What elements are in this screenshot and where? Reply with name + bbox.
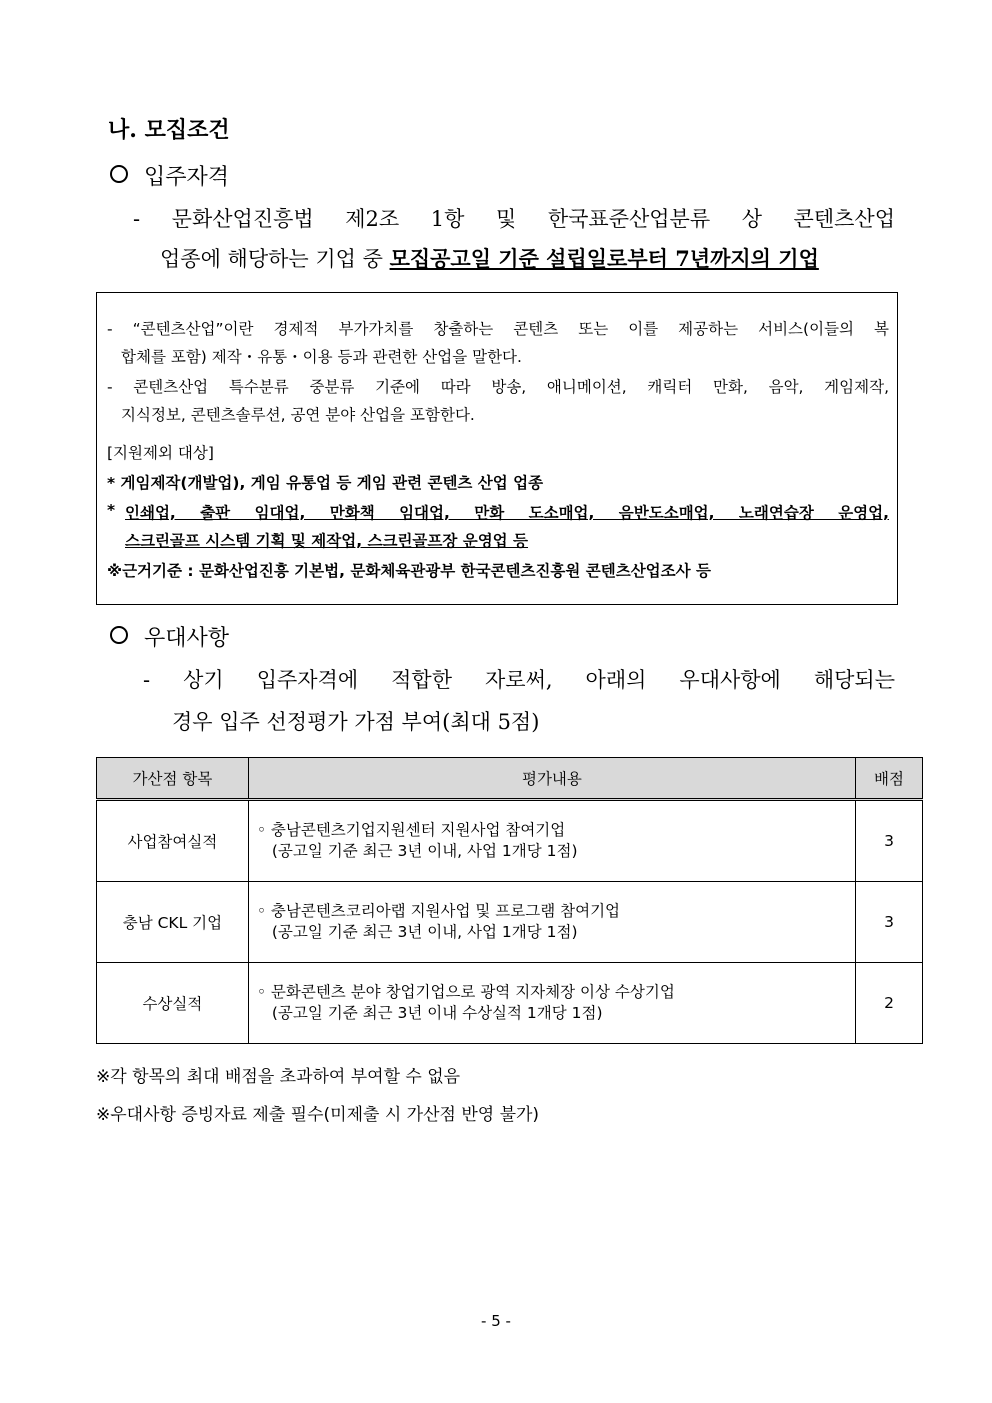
table-row xyxy=(97,800,923,882)
header-item: 가산점 항목 xyxy=(97,758,249,800)
row-description xyxy=(248,882,855,963)
industry-definition-box xyxy=(96,292,898,605)
hollow-circle-icon xyxy=(110,626,128,644)
table-header-row xyxy=(97,758,923,800)
row-score: 2 xyxy=(856,963,923,1044)
row-item: 충남 CKL 기업 xyxy=(97,882,249,963)
eligibility-heading-text: 입주자격 xyxy=(144,165,230,190)
preference-line-2: 경우 입주 선정평가 가점 부여(최대 5점) xyxy=(172,710,540,734)
exclusion-item-2-line-1: 인쇄업, 출판 임대업, 만화책 임대업, 만화 도소매업, 음반도소매업, 노래연습장 운영업, xyxy=(125,504,889,522)
note-evidence-required: ※우대사항 증빙자료 제출 필수(미제출 시 가산점 반영 불가) xyxy=(96,1105,540,1125)
exclusion-item-2-line-2: 스크린골프 시스템 기획 및 제작업, 스크린골프장 운영업 등 xyxy=(125,532,529,550)
preference-heading-text: 우대사항 xyxy=(144,626,230,651)
exclusion-title: [지원제외 대상] xyxy=(107,444,214,462)
row-description xyxy=(248,800,855,882)
eligibility-line-1: - 문화산업진흥법 제2조 1항 및 한국표준산업분류 상 콘텐츠산업 xyxy=(133,207,895,231)
eligibility-emphasis: 모집공고일 기준 설립일로부터 7년까지의 기업 xyxy=(389,246,819,271)
note-max-score: ※각 항목의 최대 배점을 초과하여 부여할 수 없음 xyxy=(96,1067,461,1087)
preference-line-1: - 상기 입주자격에 적합한 자로써, 아래의 우대사항에 해당되는 xyxy=(143,668,895,692)
section-title: 나. 모집조건 xyxy=(108,117,230,143)
row-description-line-1: ◦ 충남콘텐츠코리아랩 지원사업 및 프로그램 참여기업 xyxy=(256,902,621,920)
exclusion-item-2-bullet: * xyxy=(107,501,116,519)
header-score: 배점 xyxy=(856,758,923,800)
definition-1-line-2: 합체를 포함) 제작・유통・이용 등과 관련한 산업을 말한다. xyxy=(121,348,522,366)
row-score: 3 xyxy=(856,882,923,963)
eligibility-heading xyxy=(110,160,229,191)
hollow-circle-icon xyxy=(110,165,128,183)
row-description-line-1: ◦ 문화콘텐츠 분야 창업기업으로 광역 지자체장 이상 수상기업 xyxy=(256,983,675,1001)
row-description-line-2: (공고일 기준 최근 3년 이내, 사업 1개당 1점) xyxy=(271,842,578,860)
row-item: 사업참여실적 xyxy=(97,800,249,882)
table-row xyxy=(97,963,923,1044)
definition-2-line-2: 지식정보, 콘텐츠솔루션, 공연 분야 산업을 포함한다. xyxy=(121,406,475,424)
table-row xyxy=(97,882,923,963)
row-description xyxy=(248,963,855,1044)
row-description-line-1: ◦ 충남콘텐츠기업지원센터 지원사업 참여기업 xyxy=(256,821,566,839)
preference-heading xyxy=(110,621,229,652)
row-item: 수상실적 xyxy=(97,963,249,1044)
eligibility-line-2-plain: 업종에 해당하는 기업 중 xyxy=(160,247,390,271)
bonus-points-table xyxy=(96,757,923,1044)
definition-1-line-1: - “콘텐츠산업”이란 경제적 부가가치를 창출하는 콘텐츠 또는 이를 제공하는 서비스(이들의 복 xyxy=(107,320,889,338)
definition-2-line-1: - 콘텐츠산업 특수분류 중분류 기준에 따라 방송, 애니메이션, 캐릭터 만화, 음악, 게임제작, xyxy=(107,378,889,396)
eligibility-line-2 xyxy=(160,243,819,273)
row-description-line-2: (공고일 기준 최근 3년 이내, 사업 1개당 1점) xyxy=(271,923,578,941)
row-score: 3 xyxy=(856,800,923,882)
header-content: 평가내용 xyxy=(248,758,855,800)
exclusion-item-1: * 게임제작(개발업), 게임 유통업 등 게임 관련 콘텐츠 산업 업종 xyxy=(107,474,544,492)
row-description-line-2: (공고일 기준 최근 3년 이내 수상실적 1개당 1점) xyxy=(271,1004,603,1022)
basis-note: ※근거기준 : 문화산업진흥 기본법, 문화체육관광부 한국콘텐츠진흥원 콘텐츠산업조사 등 xyxy=(107,562,711,580)
page-number: - 5 - xyxy=(481,1312,511,1330)
